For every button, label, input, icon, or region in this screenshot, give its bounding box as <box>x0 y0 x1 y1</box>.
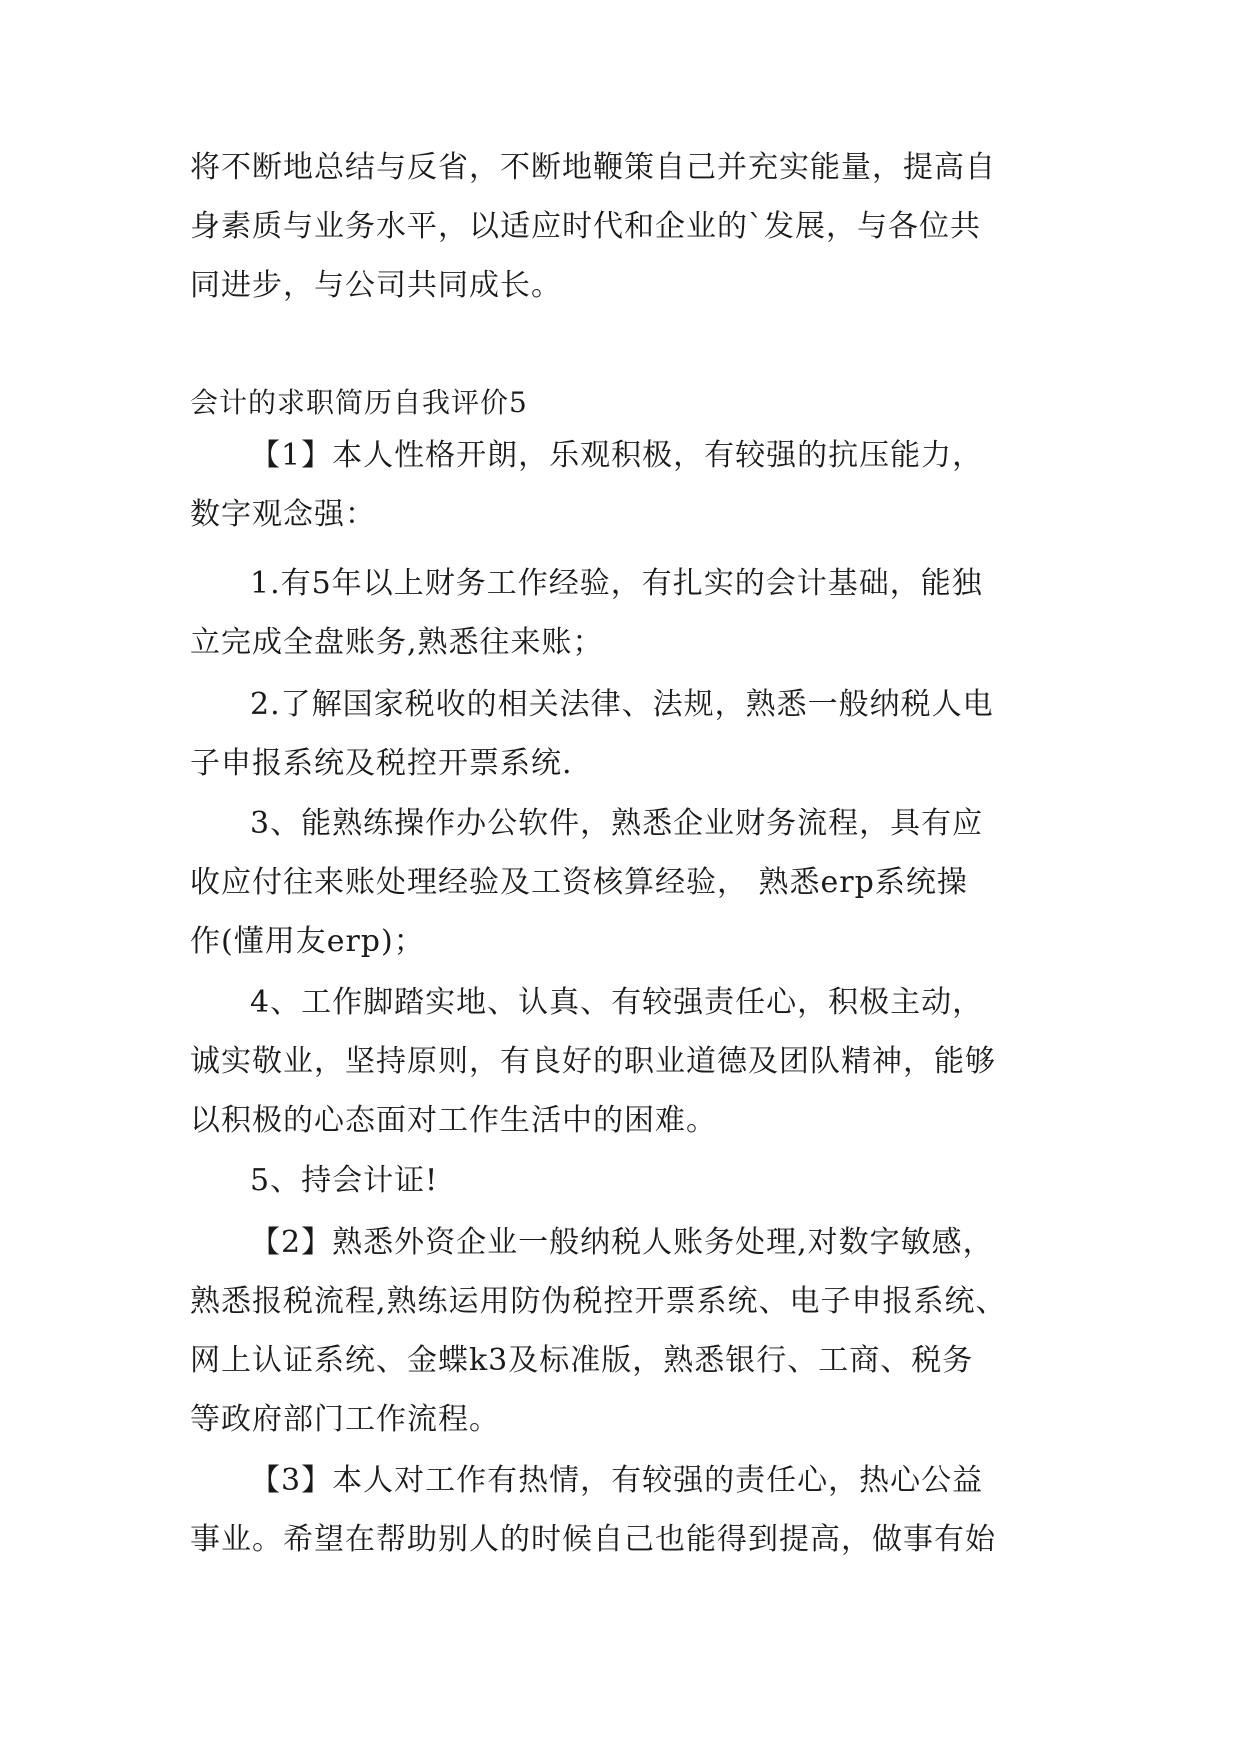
paragraph-line: 将不断地总结与反省，不断地鞭策自己并充实能量，提高自 <box>190 150 996 185</box>
paragraph-line: 5、持会计证! <box>250 1163 439 1198</box>
paragraph-line: 【1】本人性格开朗，乐观积极，有较强的抗压能力， <box>250 438 984 473</box>
paragraph-line: 子申报系统及税控开票系统. <box>190 746 573 781</box>
paragraph-line: 1.有5年以上财务工作经验，有扎实的会计基础，能独 <box>250 566 983 601</box>
paragraph-line: 以积极的心态面对工作生活中的困难。 <box>190 1103 717 1138</box>
paragraph-line: 收应付往来账处理经验及工资核算经验， 熟悉erp系统操 <box>190 865 968 900</box>
paragraph-line: 4、工作脚踏实地、认真、有较强责任心，积极主动， <box>250 985 984 1020</box>
paragraph-line: 立完成全盘账务,熟悉往来账； <box>190 625 604 660</box>
paragraph-line: 2.了解国家税收的相关法律、法规，熟悉一般纳税人电 <box>250 687 994 722</box>
paragraph-line: 作(懂用友erp)； <box>190 924 425 959</box>
paragraph-line: 同进步，与公司共同成长。 <box>190 268 562 303</box>
paragraph-line: 身素质与业务水平，以适应时代和企业的`发展，与各位共 <box>190 209 981 244</box>
paragraph-line: 事业。希望在帮助别人的时候自己也能得到提高，做事有始 <box>190 1522 996 1557</box>
paragraph-line: 【2】熟悉外资企业一般纳税人账务处理,对数字敏感， <box>250 1225 994 1260</box>
paragraph-line: 诚实敬业，坚持原则，有良好的职业道德及团队精神，能够 <box>190 1044 996 1079</box>
paragraph-line: 【3】本人对工作有热情，有较强的责任心，热心公益 <box>250 1463 984 1498</box>
section-heading: 会计的求职简历自我评价5 <box>190 386 528 419</box>
paragraph-line: 网上认证系统、金蝶k3及标准版，熟悉银行、工商、税务 <box>190 1343 974 1378</box>
paragraph-line: 3、能熟练操作办公软件，熟悉企业财务流程，具有应 <box>250 806 984 841</box>
paragraph-line: 等政府部门工作流程。 <box>190 1402 500 1437</box>
paragraph-line: 数字观念强： <box>190 497 376 532</box>
paragraph-line: 熟悉报税流程,熟练运用防伪税控开票系统、电子申报系统、 <box>190 1284 1007 1319</box>
